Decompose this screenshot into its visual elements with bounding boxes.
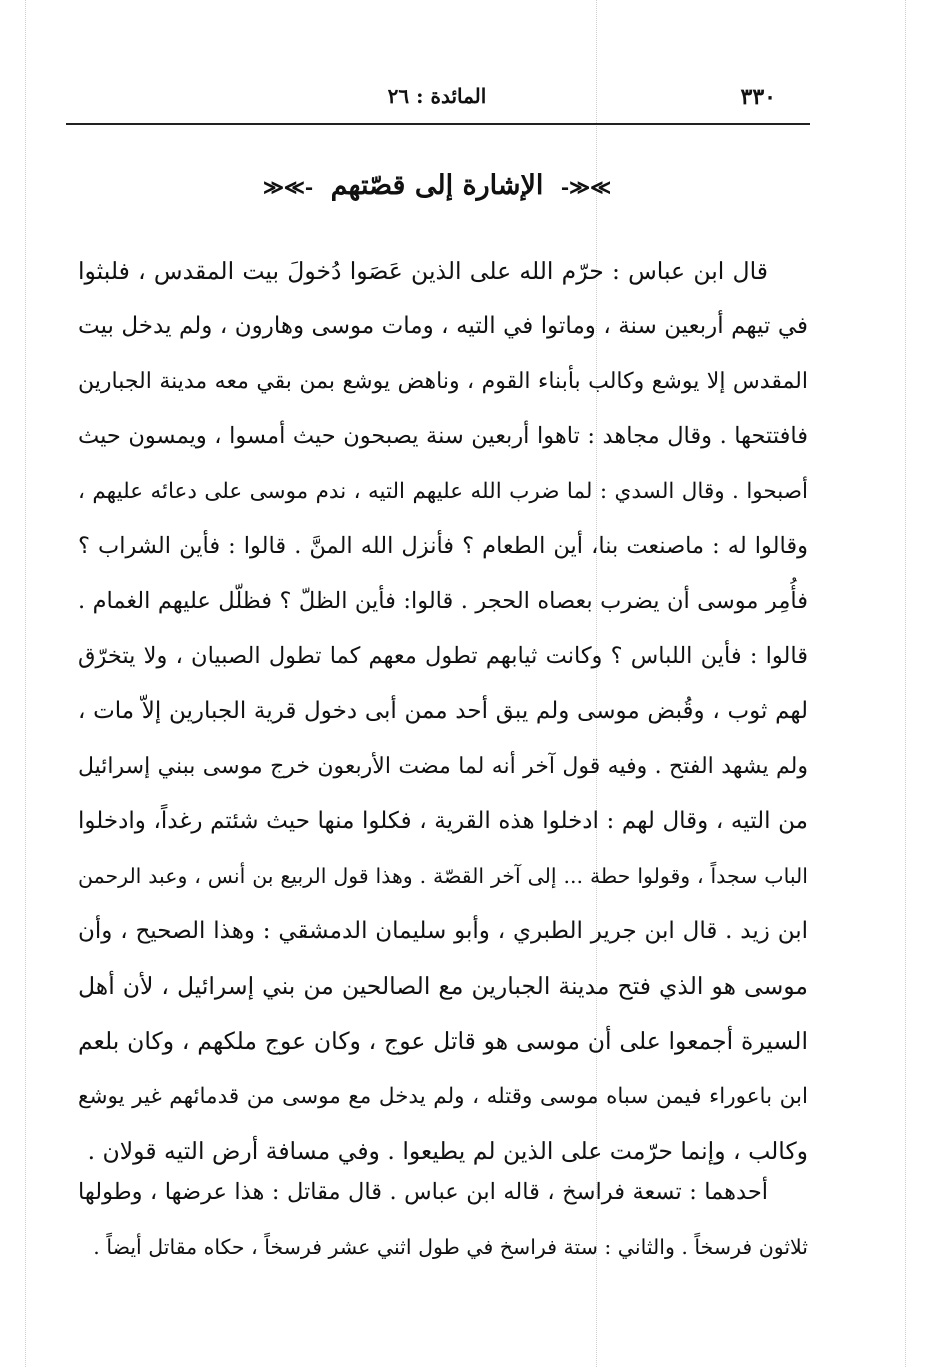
scan-artifact-line: [905, 0, 906, 1367]
text-line: وكالب ، وإنما حرّمت على الذين لم يطيعوا . وفي مسافة أرض التيه قولان .: [87, 1137, 808, 1165]
text-line: الباب سجداً ، وقولوا حطة ... إلى آخر القصّة . وهذا قول الربيع بن أنس ، وعبد الرحمن: [78, 864, 808, 888]
text-line: أحدهما : تسعة فراسخ ، قاله ابن عباس . قال مقاتل : هذا عرضها ، وطولها: [78, 1179, 768, 1205]
ornament-left: -≫≪: [262, 174, 314, 199]
text-line: أصبحوا . وقال السدي : لما ضرب الله عليهم التيه ، ندم موسى على دعائه عليهم ،: [78, 479, 808, 504]
text-line: ثلاثون فرسخاً . والثاني : ستة فراسخ في طول اثني عشر فرسخاً ، حكاه مقاتل أيضاً .: [93, 1235, 808, 1259]
text-line: وقالوا له : ماصنعت بنا، أين الطعام ؟ فأنزل الله المنَّ . قالوا : فأين الشراب ؟: [78, 533, 808, 559]
text-line: ابن باعوراء فيمن سباه موسى وقتله ، ولم يدخل مع موسى من قدمائهم غير يوشع: [78, 1084, 808, 1109]
text-line: فأُمِر موسى أن يضرب بعصاه الحجر . قالوا: فأين الظلّ ؟ فظلّل عليهم الغمام .: [78, 588, 808, 614]
text-line: ابن زيد . قال ابن جرير الطبري ، وأبو سليمان الدمشقي : وهذا الصحيح ، وأن: [78, 918, 808, 944]
header-rule: [66, 123, 810, 125]
page-number: ٣٣٠: [740, 84, 776, 110]
text-line: المقدس إلا يوشع وكالب بأبناء القوم ، وناهض يوشع بمن بقي معه مدينة الجبارين: [78, 369, 808, 394]
paragraph-1: [78, 244, 808, 1179]
text-line: فافتتحها . وقال مجاهد : تاهوا أربعين سنة يصبحون حيث أمسوا ، ويمسون حيث: [78, 423, 808, 449]
text-line: قال ابن عباس : حرّم الله على الذين عَصَوا دُخولَ بيت المقدس ، فلبثوا: [78, 257, 768, 285]
text-line: موسى هو الذي فتح مدينة الجبارين مع الصالحين من بني إسرائيل ، لأن أهل: [78, 972, 808, 1000]
text-line: من التيه ، وقال لهم : ادخلوا هذه القرية ، فكلوا منها حيث شئتم رغداً، وادخلوا: [78, 808, 808, 834]
page-header: [68, 84, 806, 114]
paragraph-2: [78, 1165, 808, 1275]
text-line: لهم ثوب ، وقُبض موسى ولم يبق أحد ممن أبى دخول قرية الجبارين إلاّ مات ،: [78, 698, 808, 724]
text-line: ولم يشهد الفتح . وفيه قول آخر أنه لما مضت الأربعون خرج موسى ببني إسرائيل: [78, 754, 808, 779]
text-line: السيرة أجمعوا على أن موسى هو قاتل عوج ، وكان عوج ملكهم ، وكان بلعم: [78, 1027, 808, 1055]
section-heading: [68, 170, 806, 201]
text-line: في تيهم أربعين سنة ، وماتوا في التيه ، ومات موسى وهارون ، ولم يدخل بيت: [78, 313, 808, 339]
ornament-right: ≫≪-: [560, 174, 612, 199]
running-head: المائدة : ٢٦: [387, 84, 487, 108]
text-line: قالوا : فأين اللباس ؟ وكانت ثيابهم تطول معهم كما تطول الصبيان ، ولا يتخرّق: [78, 643, 808, 669]
scan-artifact-line: [25, 0, 26, 1367]
section-title: الإشارة إلى قصّتهم: [330, 170, 544, 201]
